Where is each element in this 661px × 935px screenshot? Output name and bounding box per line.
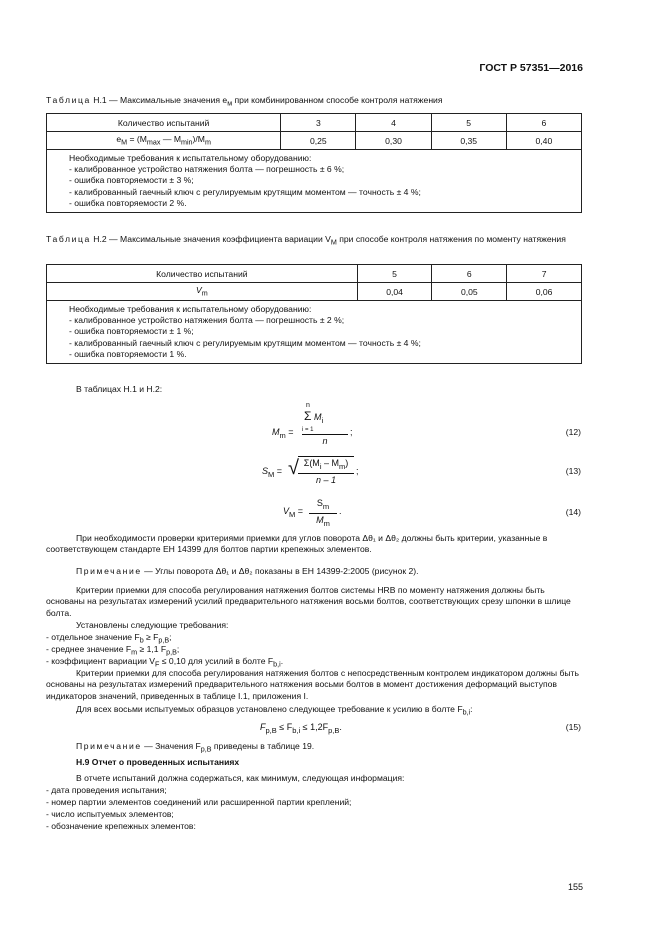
document-code: ГОСТ Р 57351—2016 [479, 62, 583, 74]
note-2: Примечание — Значения $F_{p,B}$ приведены в таблице 19. [76, 741, 315, 754]
paragraph-indicator-criteria: Критерии приемки для способа регулирования натяжения болтов с непосредственным контролем индикатором должны быть основаны на результатах измерений предварительного натяжения восьми болтов в момент достижения деформаций выступов индикаторов значений, приведенных в таблице I.1, приложения I. [46, 668, 579, 701]
table-cell: 0,35 [431, 132, 506, 150]
table-row [47, 283, 582, 301]
table-h1-caption: Таблица H.1 — Максимальные значения $e_м$ при комбинированном способе контроля натяжения [46, 95, 443, 108]
table-h1 [46, 113, 582, 213]
requirement-1: - отдельное значение $F_b \ge F_{p,B}$; [46, 632, 172, 645]
note-line: - калиброванное устройство натяжения болта — погрешность ± 6 %; [69, 164, 345, 175]
page-number: 155 [567, 882, 583, 892]
table-cell: 6 [506, 114, 581, 132]
intro-text: В таблицах H.1 и H.2: [76, 384, 163, 394]
table-h1-notes [47, 150, 582, 213]
table-row [47, 265, 582, 283]
table-cell: 0,06 [507, 283, 582, 301]
note-1: Примечание — Углы поворота Δθ₁ и Δθ₂ показаны в ЕН 14399-2:2005 (рисунок 2). [76, 566, 419, 576]
report-intro: В отчете испытаний должна содержаться, как минимум, следующая информация: [76, 773, 405, 783]
table-cell: 5 [431, 114, 506, 132]
equation-number-13: (13) [565, 466, 581, 476]
requirement-2: - среднее значение $F_m \ge 1,1$ $F_{p,B}$; [46, 644, 180, 657]
table-cell: 0,04 [357, 283, 432, 301]
requirement-3: - коэффициент вариации $V_F \le 0,10$ для усилий в болте $F_{b,i}$. [46, 656, 284, 669]
table-h2-header-label: Количество испытаний [47, 265, 358, 283]
note-line: - калиброванный гаечный ключ с регулируемым крутящим моментом — точность ± 4 %; [69, 186, 421, 197]
table-cell: 0,25 [281, 132, 356, 150]
table-cell: 0,05 [432, 283, 507, 301]
report-item: - номер партии элементов соединений или расширенной партии креплений; [46, 797, 352, 807]
table-cell: 5 [357, 265, 432, 283]
note-line: - калиброванный гаечный ключ с регулируемым крутящим моментом — точность ± 4 %; [69, 337, 421, 348]
table-cell: 3 [281, 114, 356, 132]
table-cell: 6 [432, 265, 507, 283]
note-line: - ошибка повторяемости ± 1 %; [69, 326, 194, 337]
table-h2 [46, 264, 582, 364]
note-line: Необходимые требования к испытательному оборудованию: [69, 304, 312, 314]
table-cell: 7 [507, 265, 582, 283]
note-line: Необходимые требования к испытательному оборудованию: [69, 153, 312, 163]
table-h2-caption: Таблица H.2 — Максимальные значения коэффициента вариации $V_M$ при способе контроля натяжения по моменту натяжения [46, 234, 566, 247]
paragraph-hrb-criteria: Критерии приемки для способа регулирования натяжения болтов системы HRB по моменту натяжения должны быть основаны на результатах измерений усилий предварительного натяжения восьми болтов, соответствующих срезу шпонки в шлице болта. [46, 585, 571, 618]
table-row [47, 114, 582, 132]
note-line: - ошибка повторяемости 2 %. [69, 197, 187, 208]
note-line: - калиброванное устройство натяжения болта — погрешность ± 2 %; [69, 315, 345, 326]
table-h1-formula-label: $e_M = (M_{max}$ — $M_{min})/M_m$ [47, 132, 281, 150]
note-line: - ошибка повторяемости ± 3 %; [69, 175, 194, 186]
table-row [47, 132, 582, 150]
paragraph-requirements-intro: Установлены следующие требования: [76, 620, 229, 630]
table-row [47, 150, 582, 213]
table-h2-formula-label: $V_m$ [47, 283, 358, 301]
paragraph-acceptance-angles: При необходимости проверки критериями приемки для углов поворота Δθ₁ и Δθ₂ должны быть критерии, указанные в соответствующем стандарте ЕН 14399 для болтов партии крепежных элементов. [46, 533, 548, 555]
section-heading-h9: H.9 Отчет о проведенных испытаниях [76, 757, 240, 767]
table-h2-notes [47, 301, 582, 364]
note-line: - ошибка повторяемости 1 %. [69, 348, 187, 359]
table-cell: 0,30 [356, 132, 431, 150]
equation-number-12: (12) [565, 427, 581, 437]
table-cell: 4 [356, 114, 431, 132]
table-h1-header-label: Количество испытаний [47, 114, 281, 132]
table-cell: 0,40 [506, 132, 581, 150]
report-item: - число испытуемых элементов; [46, 809, 174, 819]
equation-number-15: (15) [565, 722, 581, 732]
equation-number-14: (14) [565, 507, 581, 517]
report-item: - обозначение крепежных элементов: [46, 821, 196, 831]
report-item: - дата проведения испытания; [46, 785, 167, 795]
table-row [47, 301, 582, 364]
formula-15: $F_{p,B} \le F_{b,i} \le 1,2F_{p,B}$. [260, 722, 342, 735]
paragraph-force-requirement: Для всех восьми испытуемых образцов установлено следующее требование к усилию в болте $F_{b,i}$: [76, 704, 473, 717]
